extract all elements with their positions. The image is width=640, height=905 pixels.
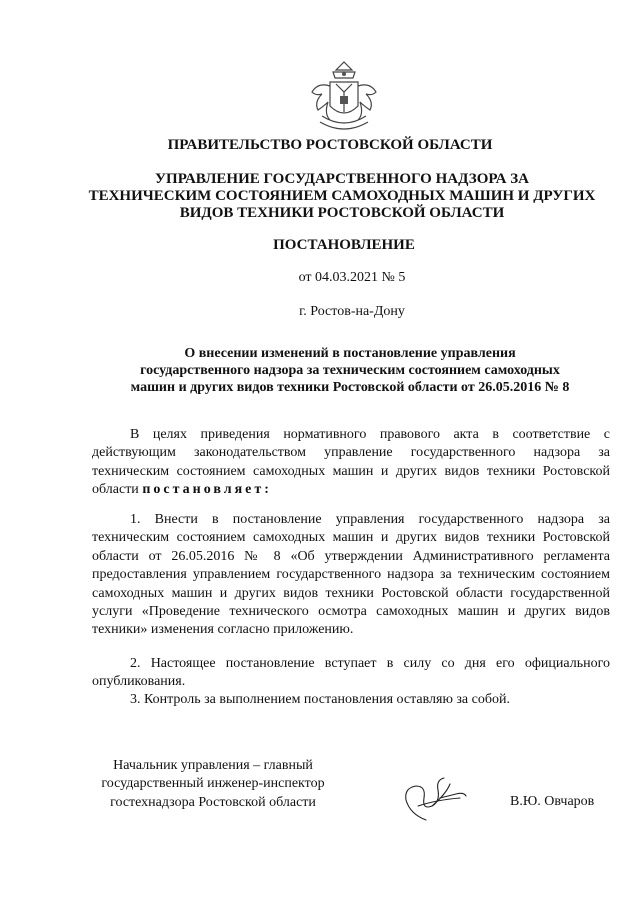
subject-line: О внесении изменений в постановление управления bbox=[184, 346, 516, 361]
department-name-line: УПРАВЛЕНИЕ ГОСУДАРСТВЕННОГО НАДЗОРА ЗА bbox=[155, 171, 529, 187]
subject-line: машин и других видов техники Ростовской области от 26.05.2016 № 8 bbox=[130, 380, 570, 395]
item-2-paragraph: 2. Настоящее постановление вступает в силу со дня его официального опубликования. bbox=[92, 656, 610, 690]
handwritten-signature bbox=[396, 770, 472, 824]
signer-position bbox=[80, 757, 346, 812]
preamble-paragraph bbox=[92, 426, 610, 500]
preamble-text: В целях приведения нормативного правового акта в соответствие с действующим законодательством управление государственного надзора за техническим состоянием самоходных машин и других видов техники Ростовской области bbox=[92, 427, 610, 498]
signer-position-line: государственный инженер-инспектор bbox=[101, 776, 325, 792]
government-name: ПРАВИТЕЛЬСТВО РОСТОВСКОЙ ОБЛАСТИ bbox=[167, 137, 493, 153]
signer-position-line: гостехнадзора Ростовской области bbox=[110, 794, 316, 810]
resolves-word: постановляет: bbox=[142, 482, 272, 498]
subject-line: государственного надзора за техническим состоянием самоходных bbox=[140, 363, 560, 378]
coat-of-arms-emblem bbox=[306, 56, 382, 132]
document-date-number: от 04.03.2021 № 5 bbox=[298, 270, 406, 285]
document-subject bbox=[100, 345, 600, 396]
department-name-line: ТЕХНИЧЕСКИМ СОСТОЯНИЕМ САМОХОДНЫХ МАШИН И ДРУГИХ bbox=[88, 188, 596, 204]
signer-name: В.Ю. Овчаров bbox=[510, 794, 595, 809]
document-city: г. Ростов-на-Дону bbox=[299, 304, 405, 319]
item-3-paragraph: 3. Контроль за выполнением постановления оставляю за собой. bbox=[130, 692, 510, 707]
department-name-line: ВИДОВ ТЕХНИКИ РОСТОВСКОЙ ОБЛАСТИ bbox=[179, 205, 505, 221]
signer-position-line: Начальник управления – главный bbox=[113, 758, 313, 773]
department-name bbox=[22, 171, 640, 222]
document-type: ПОСТАНОВЛЕНИЕ bbox=[273, 237, 415, 253]
item-1-paragraph: 1. Внести в постановление управления государственного надзора за техническим состоянием самоходных машин и других видов техники Ростовской области от 26.05.2016 № 8 «Об утверждении Административного регламента предоставления управлением государственного надзора за техническим состоянием самоходных машин и других видов техники Ростовской области государственной услуги «Проведение технического осмотра самоходных машин и других видов техники» изменения согласно приложению. bbox=[92, 512, 610, 638]
